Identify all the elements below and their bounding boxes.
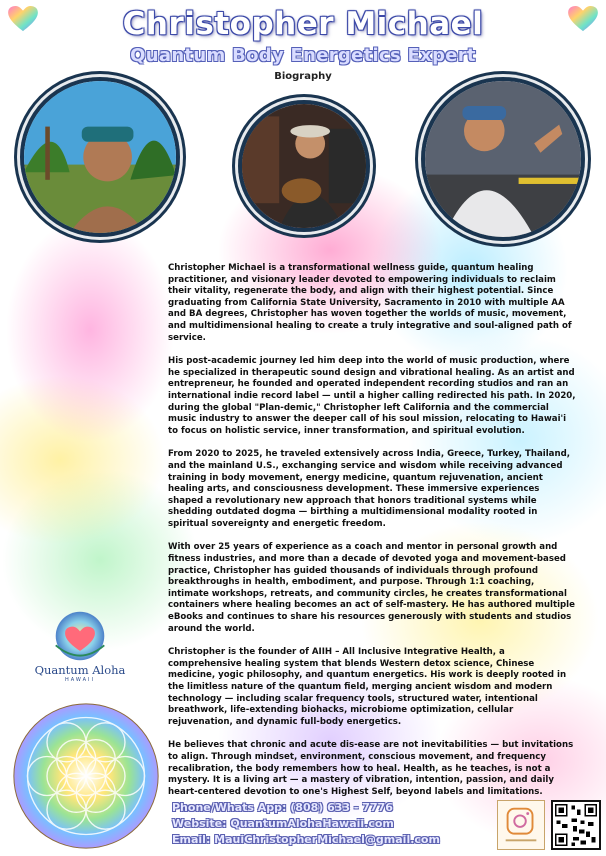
- bio-paragraph: Christopher Michael is a transformational wellness guide, quantum healing practitioner, and visionary leader devoted to empowering individuals to reclaim their vitality, regenerate the body, and align with their highest potential. Since graduating from California State University, Sacramento in 2010 with multiple AA and BA degrees, Christopher has woven together the worlds of music, movement, and multidimensional healing to create a truly integrative and soul-aligned path of service.: [168, 263, 572, 343]
- biography-text: [168, 263, 576, 810]
- contact-phone: Phone/Whats App: (808) 633 - 7776: [172, 801, 393, 814]
- page-subtitle: Quantum Body Energetics Expert: [130, 45, 476, 66]
- page-title: Christopher Michael: [122, 6, 484, 42]
- contact-website[interactable]: Website: QuantumAlohaHawaii.com: [172, 817, 394, 830]
- bio-paragraph: With over 25 years of experience as a coach and mentor in personal growth and fitness industries, and more than a decade of devoted yoga and movement-based practice, Christopher has guided thousands of individuals through profound breakthroughs in health, embodiment, and purpose. Through 1:1 coaching, intimate workshops, retreats, and community circles, he creates transformational containers where healing becomes an act of self-mastery. He has authored multiple eBooks and continues to share his resources generously with students and studios around the world.: [168, 542, 575, 634]
- contact-email[interactable]: Email: MauiChristopherMichael@gmail.com: [172, 833, 440, 846]
- logo-region: HAWAII: [65, 677, 95, 683]
- logo-name: Quantum Aloha: [34, 663, 126, 677]
- heart-icon: [568, 6, 598, 32]
- bio-paragraph: He believes that chronic and acute dis-ease are not inevitabilities — but invitations to align. Through mindset, environment, conscious movement, and frequency recalibration, the body remembers how to heal. Health, as he teaches, is not a mystery. It is a living art — a mastery of vibration, intention, passion, and daily heart-centered devotion to one's Highest Self, beyond labels and limitations.: [168, 740, 574, 797]
- qr-code-icon: [551, 800, 601, 850]
- section-label: Biography: [274, 71, 332, 82]
- bio-paragraph: His post-academic journey led him deep into the world of music production, where he specialized in therapeutic sound design and vibrational healing. As an artist and entrepreneur, he founded and operated independent recording studios and ran an international indie record label — until a higher calling redirected his path. In 2020, during the global "Plan-demic," Christopher left California and the commercial music industry to answer the deeper call of his soul mission, relocating to Hawai'i to focus on holistic service, inner transformation, and spiritual evolution.: [168, 356, 576, 436]
- portrait-photo-street: [421, 77, 585, 241]
- instagram-qr-icon: [497, 800, 545, 850]
- portrait-photo-studio: [238, 100, 370, 232]
- portrait-photo-beach: [20, 77, 180, 237]
- bio-paragraph: From 2020 to 2025, he traveled extensively across India, Greece, Turkey, Thailand, and the mainland U.S., exchanging service and wisdom while receiving advanced training in body movement, energy medicine, quantum rejuvenation, ancient healing arts, and consciousness development. These immersive experiences shaped a revolutionary new approach that honors traditional systems while shedding outdated dogma — birthing a multidimensional modality rooted in spiritual sovereignty and energetic freedom.: [168, 449, 571, 529]
- flower-of-life-icon: [8, 698, 164, 854]
- bio-paragraph: Christopher is the founder of AIIH – All Inclusive Integrative Health, a comprehensive healing system that blends Western detox science, Chinese medicine, yogic philosophy, and quantum energetics. His work is deeply rooted in the limitless nature of the quantum field, merging ancient wisdom and modern technology — including scalar frequency tools, structured water, intentional breathwork, life-extending biohacks, microbiome optimization, cellular rejuvenation, and dynamic full-body energetics.: [168, 647, 567, 727]
- heart-icon: [8, 6, 38, 32]
